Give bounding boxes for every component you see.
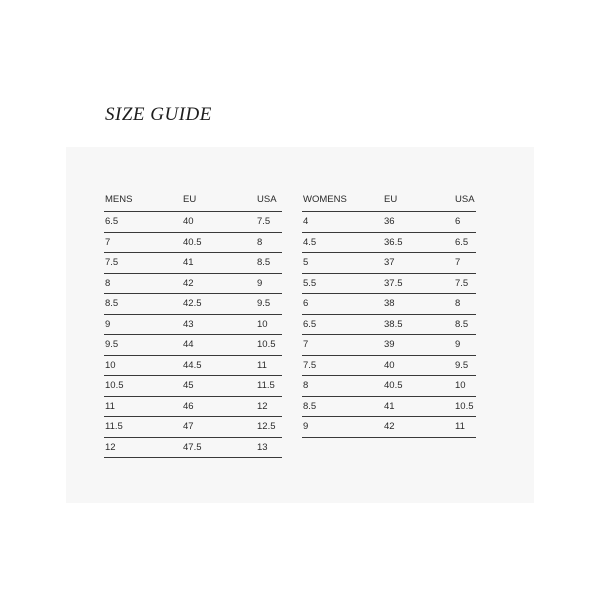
size-cell: 6 bbox=[302, 294, 383, 315]
eu-size-cell: 37 bbox=[383, 253, 454, 274]
womens-size-table bbox=[302, 187, 476, 438]
usa-column-header: USA bbox=[256, 187, 282, 212]
usa-size-cell: 8.5 bbox=[256, 253, 282, 274]
table-row bbox=[302, 314, 476, 335]
table-row bbox=[104, 232, 282, 253]
eu-size-cell: 42.5 bbox=[182, 294, 256, 315]
usa-size-cell: 7.5 bbox=[256, 212, 282, 233]
mens-size-table bbox=[104, 187, 282, 458]
womens-column-header: WOMENS bbox=[302, 187, 383, 212]
eu-size-cell: 39 bbox=[383, 335, 454, 356]
eu-size-cell: 40 bbox=[182, 212, 256, 233]
table-row bbox=[104, 437, 282, 458]
size-cell: 11 bbox=[104, 396, 182, 417]
eu-size-cell: 40.5 bbox=[182, 232, 256, 253]
mens-column-header: MENS bbox=[104, 187, 182, 212]
eu-size-cell: 37.5 bbox=[383, 273, 454, 294]
eu-size-cell: 36 bbox=[383, 212, 454, 233]
size-cell: 4 bbox=[302, 212, 383, 233]
eu-size-cell: 38 bbox=[383, 294, 454, 315]
table-row bbox=[302, 417, 476, 438]
size-cell: 8 bbox=[104, 273, 182, 294]
size-cell: 9 bbox=[104, 314, 182, 335]
size-cell: 7.5 bbox=[302, 355, 383, 376]
size-cell: 12 bbox=[104, 437, 182, 458]
size-cell: 9 bbox=[302, 417, 383, 438]
eu-size-cell: 40.5 bbox=[383, 376, 454, 397]
eu-size-cell: 45 bbox=[182, 376, 256, 397]
table-row bbox=[104, 294, 282, 315]
usa-size-cell: 13 bbox=[256, 437, 282, 458]
eu-size-cell: 40 bbox=[383, 355, 454, 376]
size-cell: 4.5 bbox=[302, 232, 383, 253]
size-cell: 6.5 bbox=[302, 314, 383, 335]
size-cell: 7 bbox=[302, 335, 383, 356]
usa-size-cell: 9.5 bbox=[256, 294, 282, 315]
table-row bbox=[104, 335, 282, 356]
size-cell: 8.5 bbox=[302, 396, 383, 417]
usa-size-cell: 6 bbox=[454, 212, 476, 233]
table-row bbox=[104, 273, 282, 294]
size-cell: 6.5 bbox=[104, 212, 182, 233]
usa-size-cell: 12.5 bbox=[256, 417, 282, 438]
table-row bbox=[104, 417, 282, 438]
usa-size-cell: 7.5 bbox=[454, 273, 476, 294]
size-cell: 7.5 bbox=[104, 253, 182, 274]
table-row bbox=[104, 212, 282, 233]
table-row bbox=[302, 253, 476, 274]
table-row bbox=[302, 273, 476, 294]
eu-size-cell: 41 bbox=[182, 253, 256, 274]
table-row bbox=[302, 232, 476, 253]
eu-size-cell: 42 bbox=[383, 417, 454, 438]
eu-size-cell: 47 bbox=[182, 417, 256, 438]
eu-size-cell: 46 bbox=[182, 396, 256, 417]
table-row bbox=[302, 396, 476, 417]
table-row bbox=[104, 396, 282, 417]
usa-size-cell: 10.5 bbox=[454, 396, 476, 417]
usa-size-cell: 8 bbox=[256, 232, 282, 253]
usa-column-header: USA bbox=[454, 187, 476, 212]
usa-size-cell: 8 bbox=[454, 294, 476, 315]
size-chart-panel bbox=[66, 147, 534, 503]
usa-size-cell: 11 bbox=[256, 355, 282, 376]
table-row bbox=[104, 376, 282, 397]
size-cell: 11.5 bbox=[104, 417, 182, 438]
table-row bbox=[302, 376, 476, 397]
usa-size-cell: 7 bbox=[454, 253, 476, 274]
table-row bbox=[302, 294, 476, 315]
table-row bbox=[302, 355, 476, 376]
table-row bbox=[104, 253, 282, 274]
usa-size-cell: 10 bbox=[454, 376, 476, 397]
eu-size-cell: 47.5 bbox=[182, 437, 256, 458]
eu-size-cell: 43 bbox=[182, 314, 256, 335]
size-cell: 10.5 bbox=[104, 376, 182, 397]
usa-size-cell: 11 bbox=[454, 417, 476, 438]
eu-size-cell: 42 bbox=[182, 273, 256, 294]
table-row bbox=[302, 335, 476, 356]
size-cell: 8 bbox=[302, 376, 383, 397]
size-cell: 10 bbox=[104, 355, 182, 376]
size-cell: 5 bbox=[302, 253, 383, 274]
usa-size-cell: 9.5 bbox=[454, 355, 476, 376]
eu-column-header: EU bbox=[383, 187, 454, 212]
table-row bbox=[302, 212, 476, 233]
eu-size-cell: 44.5 bbox=[182, 355, 256, 376]
table-row bbox=[104, 314, 282, 335]
eu-column-header: EU bbox=[182, 187, 256, 212]
size-guide-title: SIZE GUIDE bbox=[105, 104, 212, 125]
eu-size-cell: 38.5 bbox=[383, 314, 454, 335]
usa-size-cell: 11.5 bbox=[256, 376, 282, 397]
usa-size-cell: 9 bbox=[256, 273, 282, 294]
womens-header-row bbox=[302, 187, 476, 212]
size-cell: 9.5 bbox=[104, 335, 182, 356]
eu-size-cell: 41 bbox=[383, 396, 454, 417]
usa-size-cell: 12 bbox=[256, 396, 282, 417]
eu-size-cell: 44 bbox=[182, 335, 256, 356]
mens-header-row bbox=[104, 187, 282, 212]
size-cell: 8.5 bbox=[104, 294, 182, 315]
usa-size-cell: 8.5 bbox=[454, 314, 476, 335]
usa-size-cell: 9 bbox=[454, 335, 476, 356]
usa-size-cell: 6.5 bbox=[454, 232, 476, 253]
eu-size-cell: 36.5 bbox=[383, 232, 454, 253]
table-row bbox=[104, 355, 282, 376]
usa-size-cell: 10.5 bbox=[256, 335, 282, 356]
usa-size-cell: 10 bbox=[256, 314, 282, 335]
size-cell: 7 bbox=[104, 232, 182, 253]
size-cell: 5.5 bbox=[302, 273, 383, 294]
